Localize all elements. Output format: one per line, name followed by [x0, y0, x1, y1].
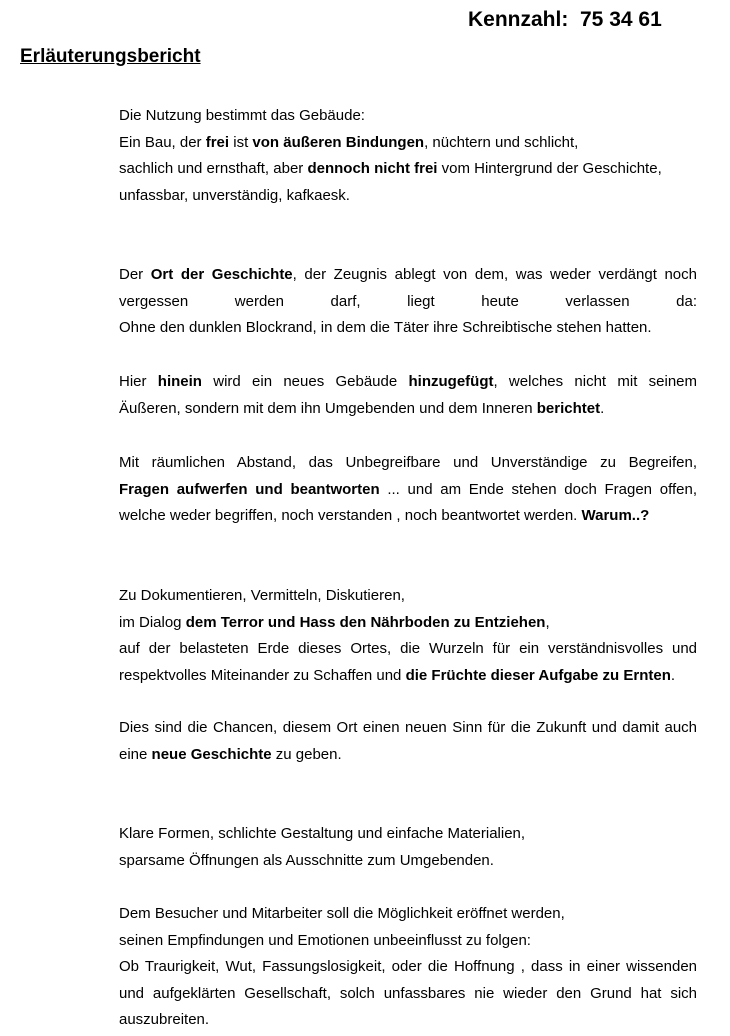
text-run: , der Zeugnis ablegt von dem, was weder verdängt noch [292, 266, 697, 283]
text-run: , welches nicht mit seinem [493, 373, 698, 390]
text-line [119, 103, 697, 130]
text-line [119, 742, 697, 769]
text-run: , [545, 613, 550, 631]
text-line [119, 369, 697, 396]
paragraph-hinein [119, 369, 697, 422]
bold-text-run: frei [205, 133, 230, 151]
bold-text-run: dennoch nicht frei [307, 160, 438, 177]
text-line [119, 477, 697, 504]
text-run: und aufgeklärten Gesellschaft, solch unfassbares nie wieder den Grund hat sich [119, 984, 697, 1002]
text-run: Die Nutzung bestimmt das Gebäude: [119, 107, 365, 124]
text-line [119, 848, 697, 875]
text-run: Hier [119, 373, 158, 390]
text-run: auszubreiten. [119, 1011, 210, 1028]
text-line [119, 315, 697, 342]
paragraph-ort [119, 262, 697, 342]
text-run: respektvolles Miteinander zu Schaffen und [119, 666, 406, 684]
text-line [119, 396, 697, 423]
text-run: unfassbar, unverständig, kafkaesk. [119, 186, 350, 204]
text-line [119, 981, 697, 1008]
text-run: Dies sind die Chancen, diesem Ort einen neuen Sinn für die Zukunft und damit auch [119, 719, 697, 736]
text-run: vom Hintergrund der Geschichte, [437, 160, 662, 177]
text-run: seinen Empfindungen und Emotionen unbeeinflusst zu folgen: [119, 931, 531, 949]
text-line [119, 610, 697, 637]
text-run: sachlich und ernsthaft, aber [119, 160, 308, 177]
text-run: ... und am Ende stehen doch Fragen offen, [379, 480, 697, 498]
bold-text-run: neue Geschichte [151, 745, 272, 763]
bold-text-run: Fragen aufwerfen und beantworten [119, 480, 380, 498]
text-run: Dem Besucher und Mitarbeiter soll die Möglichkeit eröffnet werden, [119, 905, 565, 922]
text-run: Zu Dokumentieren, Vermitteln, Diskutieren, [119, 587, 405, 604]
text-run: , nüchtern und schlicht, [424, 133, 579, 151]
text-line [119, 928, 697, 955]
bold-text-run: hinein [157, 373, 202, 390]
paragraph-nutzung [119, 103, 697, 209]
bold-text-run: Warum..? [581, 507, 650, 524]
paragraph-dialog [119, 583, 697, 689]
text-line [119, 954, 697, 981]
bold-text-run: Ort der Geschichte [150, 266, 293, 283]
text-line [119, 583, 697, 610]
text-line [119, 262, 697, 289]
text-line [119, 450, 697, 477]
text-run: . [600, 399, 605, 417]
text-run: . [670, 666, 676, 684]
text-line [119, 156, 697, 183]
document-title: Erläuterungsbericht [20, 46, 201, 67]
kennzahl-label: Kennzahl: 75 34 61 [468, 8, 662, 31]
text-run: auf der belasteten Erde dieses Ortes, die Wurzeln für ein verständnisvolles und [119, 640, 697, 657]
text-run: Mit räumlichen Abstand, das Unbegreifbare und Unverständige zu Begreifen, [119, 454, 697, 471]
paragraph-abstand [119, 450, 697, 530]
text-line [119, 636, 697, 663]
text-line [119, 130, 697, 157]
text-run: vergessen werden darf, liegt heute verlassen da: [119, 292, 697, 310]
bold-text-run: die Früchte dieser Aufgabe zu Ernten [405, 666, 671, 684]
text-line [119, 289, 697, 316]
text-run: Klare Formen, schlichte Gestaltung und einfache Materialien, [119, 825, 526, 842]
text-run: eine [119, 745, 152, 763]
text-line [119, 663, 697, 690]
text-line [119, 715, 697, 742]
text-run: Ein Bau, der [119, 133, 206, 151]
paragraph-chancen [119, 715, 697, 768]
text-run: Ohne den dunklen Blockrand, in dem die Täter ihre Schreibtische stehen hatten. [119, 319, 652, 336]
text-run: wird ein neues Gebäude [201, 373, 409, 390]
text-run: zu geben. [271, 745, 342, 763]
text-run: Äußeren, sondern mit dem ihn Umgebenden und dem Inneren [119, 399, 537, 417]
text-line [119, 183, 697, 210]
text-run: sparsame Öffnungen als Ausschnitte zum Umgebenden. [119, 851, 494, 869]
text-run: ist [229, 133, 253, 151]
paragraph-besucher [119, 901, 697, 1034]
text-run: welche weder begriffen, noch verstanden , noch beantwortet werden. [119, 507, 582, 524]
text-run: im Dialog [119, 613, 186, 631]
text-line [119, 1007, 697, 1034]
paragraph-formen [119, 821, 697, 874]
bold-text-run: hinzugefügt [408, 373, 494, 390]
text-run: Der [119, 266, 151, 283]
bold-text-run: von äußeren Bindungen [252, 133, 425, 151]
text-line [119, 821, 697, 848]
bold-text-run: dem Terror und Hass den Nährboden zu Entziehen [185, 613, 546, 631]
text-run: Ob Traurigkeit, Wut, Fassungslosigkeit, oder die Hoffnung , dass in einer wissenden [119, 958, 697, 975]
text-line [119, 901, 697, 928]
text-line [119, 503, 697, 530]
bold-text-run: berichtet [536, 399, 601, 417]
